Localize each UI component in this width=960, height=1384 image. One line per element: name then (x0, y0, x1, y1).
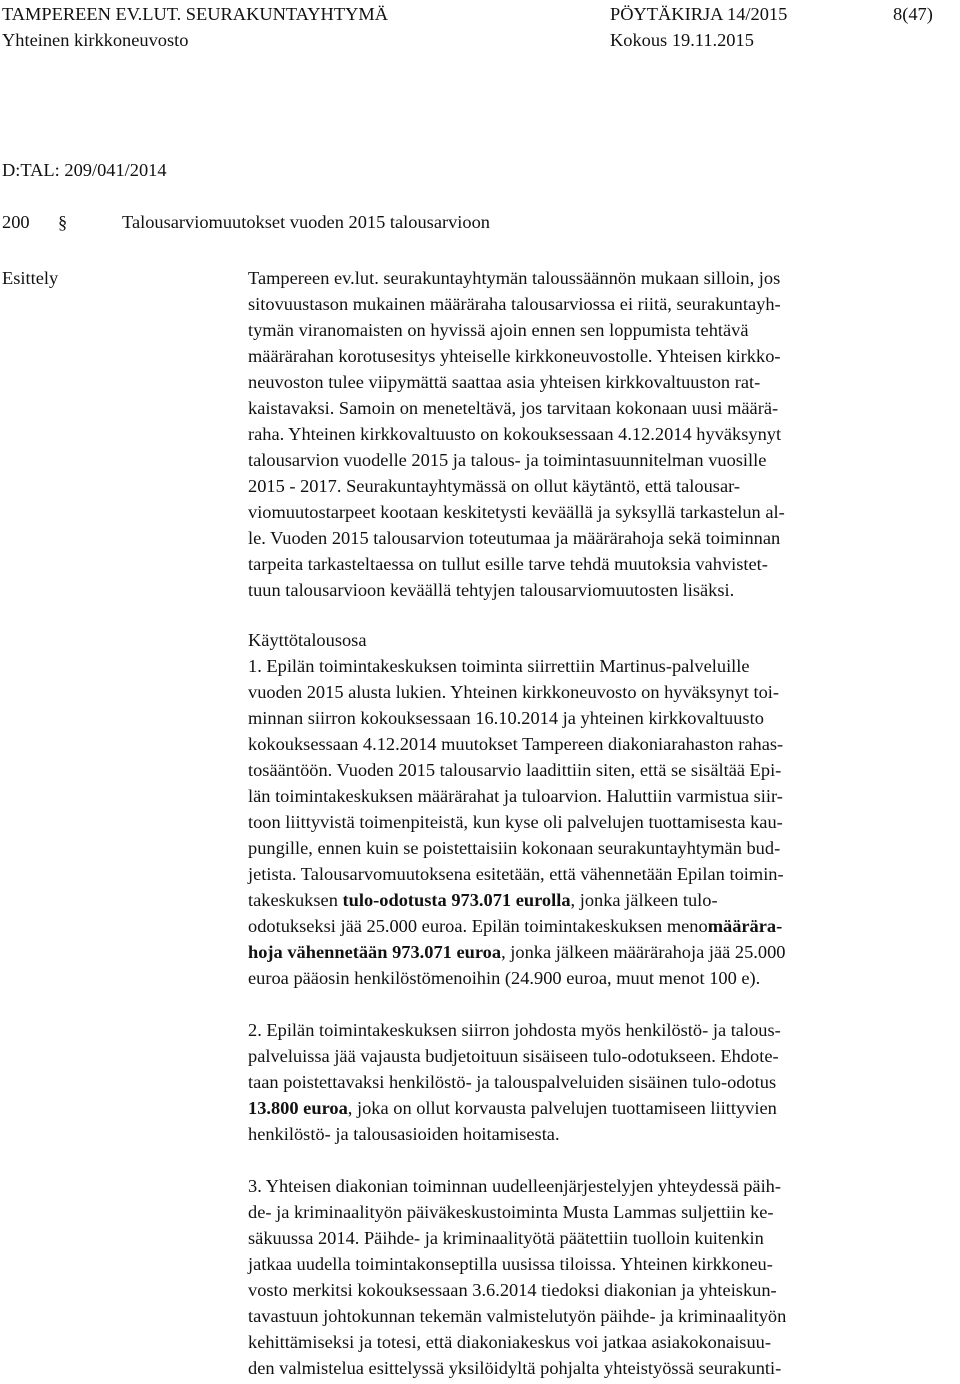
body-line: le. Vuoden 2015 talousarvion toteutumaa ja määrärahoja sekä toiminnan (248, 528, 781, 548)
body-line: 2. Epilän toimintakeskuksen siirron johdosta myös henkilöstö- ja talous- (248, 1020, 781, 1040)
emphasis-amount: tulo-odotusta 973.071 eurolla (342, 890, 571, 910)
body-line: jatkaa uudella toimintakonseptilla uusissa tiloissa. Yhteinen kirkkoneu- (248, 1254, 773, 1274)
header-page-number: 8(47) (893, 4, 933, 24)
body-line: tosääntöön. Vuoden 2015 talousarvio laadittiin siten, että se sisältää Epi- (248, 760, 782, 780)
text-span: odotukseksi jää 25.000 euroa. Epilän toimintakeskuksen meno (248, 916, 708, 936)
emphasis-amount: hoja vähennetään 973.071 euroa (248, 942, 502, 962)
text-span: , joka on ollut korvausta palvelujen tuottamiseen liittyvien (347, 1098, 777, 1118)
body-line: talousarvion vuodelle 2015 ja talous- ja toimintasuunnitelman vuosille (248, 450, 767, 470)
record-id: D:TAL: 209/041/2014 (2, 160, 167, 180)
body-line: kehittämiseksi ja totesi, että diakoniakeskus voi jatkaa asiakokonaisuu- (248, 1332, 771, 1352)
emphasis-amount: määrära- (707, 916, 783, 936)
body-line: neuvoston tulee viipymättä saattaa asia yhteisen kirkkovaltuuston rat- (248, 372, 761, 392)
text-span: , jonka jälkeen tulo- (570, 890, 718, 910)
body-line: minnan siirron kokouksessaan 16.10.2014 ja yhteinen kirkkovaltuusto (248, 708, 764, 728)
body-line: 3. Yhteisen diakonian toiminnan uudelleenjärjestelyjen yhteydessä päih- (248, 1176, 782, 1196)
body-line: raha. Yhteinen kirkkovaltuusto on kokouksessaan 4.12.2014 hyväksynyt (248, 424, 782, 444)
body-line (248, 890, 718, 911)
body-line: euroa pääosin henkilöstömenoihin (24.900 euroa, muut menot 100 e). (248, 968, 761, 988)
body-line: tymän viranomaisten on hyvissä ajoin ennen sen loppumista tehtävä (248, 320, 749, 340)
body-line: henkilöstö- ja talousasioiden hoitamisesta. (248, 1124, 560, 1144)
body-line: 2015 - 2017. Seurakuntayhtymässä on ollut käytäntö, että talousar- (248, 476, 740, 496)
body-line: palveluissa jää vajausta budjetoituun sisäiseen tulo-odotukseen. Ehdote- (248, 1046, 779, 1066)
subheading-kayttotalousosa: Käyttötalousosa (248, 630, 367, 650)
side-label-esittely: Esittely (2, 268, 59, 288)
body-line: jetista. Talousarvomuutoksena esitetään, että vähennetään Epilan toimin- (248, 864, 784, 884)
text-span: takeskuksen (248, 890, 343, 910)
body-line: kokouksessaan 4.12.2014 muutokset Tampereen diakoniarahaston rahas- (248, 734, 784, 754)
body-line: toon liittyvistä toimenpiteistä, kun kyse oli palvelujen tuottamisesta kau- (248, 812, 783, 832)
header-meeting-date: Kokous 19.11.2015 (610, 30, 754, 50)
body-line: sitovuustason mukainen määräraha talousarviossa ei riitä, seurakuntayh- (248, 294, 781, 314)
body-line: tarpeita tarkasteltaessa on tullut esille tarve tehdä muutoksia vahvistet- (248, 554, 768, 574)
body-line (248, 942, 785, 963)
body-line: taan poistettavaksi henkilöstö- ja talouspalveluiden sisäinen tulo-odotus (248, 1072, 777, 1092)
body-line: vuoden 2015 alusta lukien. Yhteinen kirkkoneuvosto on hyväksynyt toi- (248, 682, 780, 702)
body-line: 1. Epilän toimintakeskuksen toiminta siirrettiin Martinus-palveluille (248, 656, 750, 676)
emphasis-amount: 13.800 euroa (248, 1098, 348, 1118)
header-organization: TAMPEREEN EV.LUT. SEURAKUNTAYHTYMÄ (2, 4, 388, 24)
body-line: den valmistelua esittelyssä yksilöidyltä pohjalta yhteistyössä seurakunti- (248, 1358, 782, 1378)
body-line: Tampereen ev.lut. seurakuntayhtymän taloussäännön mukaan silloin, jos (248, 268, 781, 288)
body-line: tuun talousarvioon keväällä tehtyjen talousarviomuutosten lisäksi. (248, 580, 735, 600)
section-number: 200 (2, 212, 30, 232)
body-line: vosto merkitsi kokouksessaan 3.6.2014 tiedoksi diakonian ja yhteiskun- (248, 1280, 777, 1300)
body-line (248, 916, 782, 937)
header-body-name: Yhteinen kirkkoneuvosto (2, 30, 189, 50)
body-line: määrärahan korotusesitys yhteiselle kirkkoneuvostolle. Yhteisen kirkko- (248, 346, 781, 366)
section-title: Talousarviomuutokset vuoden 2015 talousarvioon (122, 212, 491, 232)
body-line: viomuutostarpeet kootaan keskitetysti keväällä ja syksyllä tarkastelun al- (248, 502, 785, 522)
header-document-number: PÖYTÄKIRJA 14/2015 (610, 4, 788, 24)
section-sign: § (58, 212, 68, 232)
body-line: de- ja kriminaalityön päiväkeskustoiminta Musta Lammas suljettiin ke- (248, 1202, 774, 1222)
body-line: kaistavaksi. Samoin on meneteltävä, jos tarvitaan kokonaan uusi määrä- (248, 398, 779, 418)
body-line (248, 1098, 777, 1119)
text-span: , jonka jälkeen määrärahoja jää 25.000 (501, 942, 786, 962)
body-line: tavastuun johtokunnan tekemän valmistelutyön päihde- ja kriminaalityön (248, 1306, 787, 1326)
body-line: län toimintakeskuksen määrärahat ja tuloarvion. Haluttiin varmistua siir- (248, 786, 783, 806)
body-line: säkuussa 2014. Päihde- ja kriminaalityötä päätettiin tuolloin kuitenkin (248, 1228, 764, 1248)
body-line: pungille, ennen kuin se poistettaisiin kokonaan seurakuntayhtymän bud- (248, 838, 781, 858)
